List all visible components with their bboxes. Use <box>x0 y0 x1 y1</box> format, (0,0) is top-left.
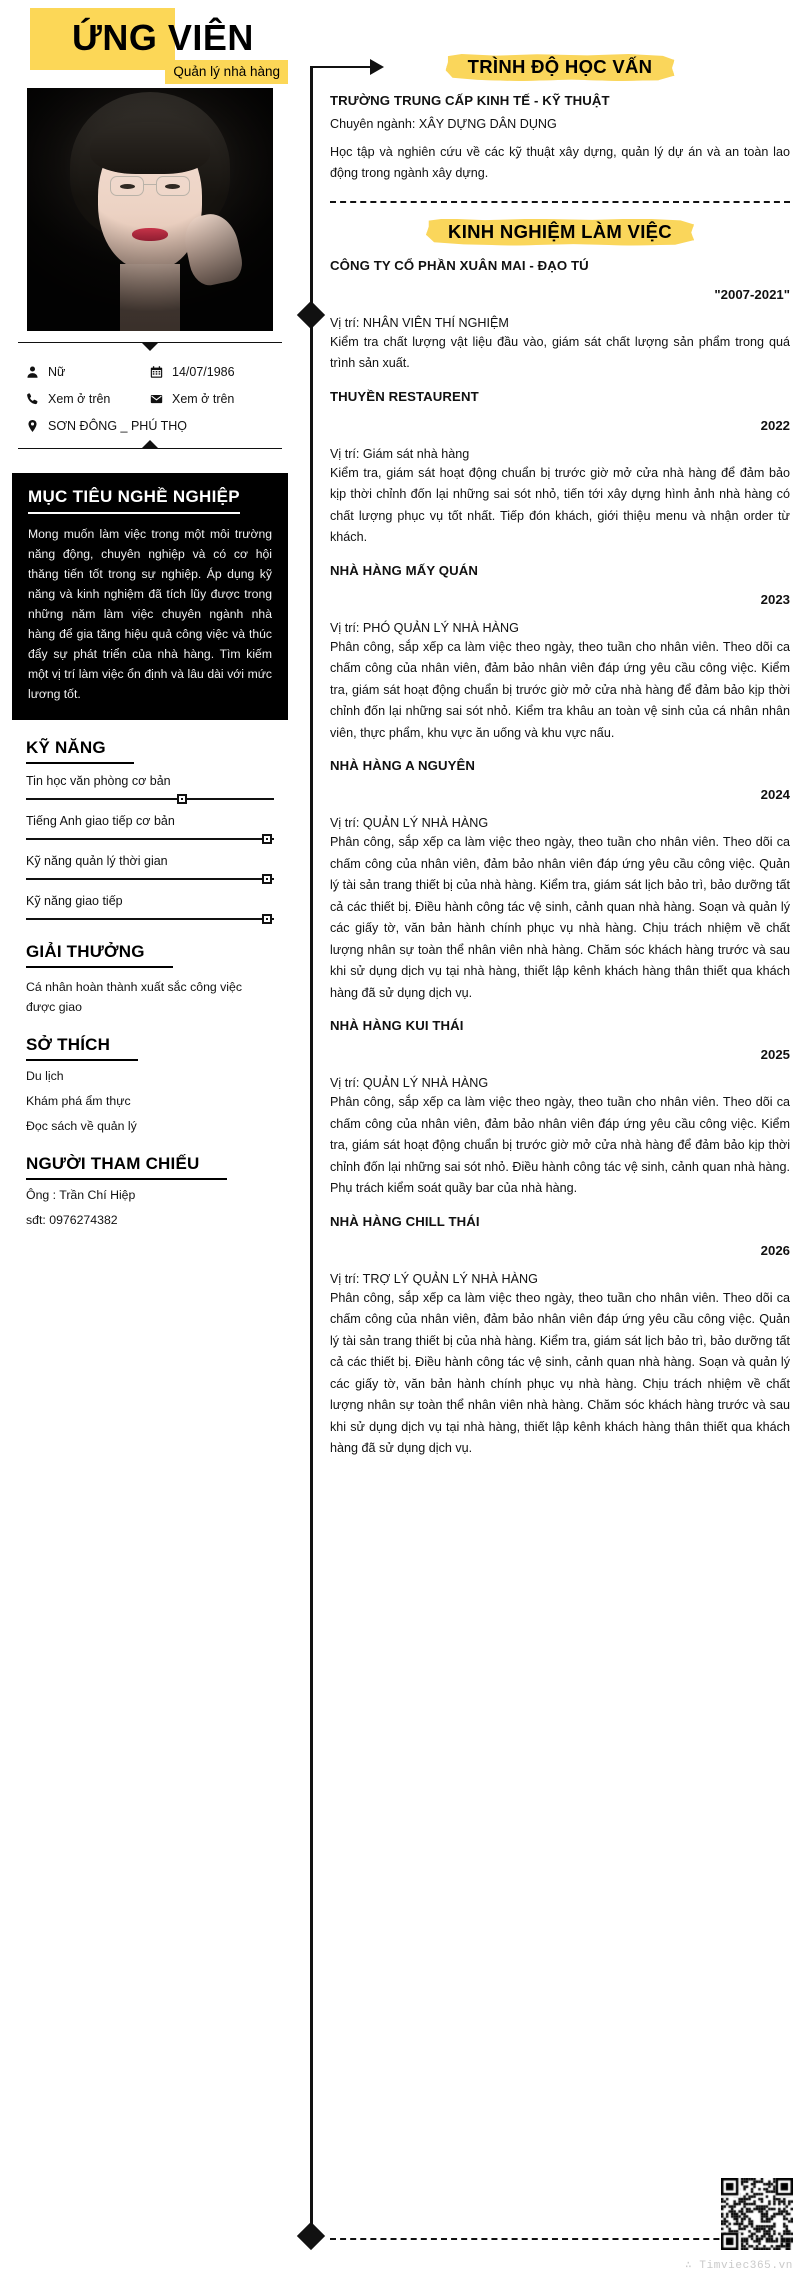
objective-text: Mong muốn làm việc trong một môi trường năng động, chuyên nghiệp và có cơ hội thăng tiến tốt trong sự nghiệp. Áp dụng kỹ năng và kinh nghiệm đã tích lũy được trong những năm làm việc chuyên ngành nhà hàng để gia tăng hiệu quả công việc và thúc đẩy sự phát triển của nhà hàng. Tìm kiếm một vị trí làm việc ổn định và lâu dài với mức lương tốt. <box>28 527 272 701</box>
skill-label: Tiếng Anh giao tiếp cơ bản <box>26 814 175 828</box>
experience-description: Phân công, sắp xếp ca làm việc theo ngày, theo tuần cho nhân viên. Theo dõi ca chấm công của nhân viên, đảm bảo nhân viên đáp ứng yêu cầu công việc. Quản lý tài sản trang thiết bị của nhà hàng. Kiểm tra, giám sát lịch bảo trì, bảo dưỡng tất cả các thiết bị. Điều hành công tác vệ sinh, cảnh quan nhà hàng. Soạn và quản lý các giấy tờ, văn bản hành chính phục vụ nhà hàng. Chịu trách nhiệm về chất lượng nhân sự toàn thể nhân viên nhà hàng. Chăm sóc khách hàng trước và sau khi sử dụng dịch vụ tại nhà hàng, thiết lập kênh khách hàng thân thiết qua khách hàng đã sử dụng dịch vụ. <box>330 1290 790 1455</box>
experience-description: Phân công, sắp xếp ca làm việc theo ngày, theo tuần cho nhân viên. Theo dõi ca chấm công của nhân viên, đảm bảo nhân viên đáp ứng yêu cầu công việc. Quản lý tài sản trang thiết bị của nhà hàng. Kiểm tra, giám sát lịch bảo trì, bảo dưỡng tất cả các thiết bị. Điều hành công tác vệ sinh, cảnh quan nhà hàng. Soạn và quản lý các giấy tờ, văn bản hành chính phục vụ nhà hàng. Chịu trách nhiệm về chất lượng nhân sự toàn thể nhân viên nhà hàng. Chăm sóc khách hàng trước và sau khi sử dụng dịch vụ tại nhà hàng, thiết lập kênh khách hàng thân thiết qua khách hàng đã sử dụng dịch vụ. <box>330 835 790 1000</box>
photo-glasses-bridge <box>144 184 156 185</box>
timeline-rail <box>310 52 313 2250</box>
experience-title-wrap <box>330 217 790 248</box>
photo-glasses-left <box>110 176 144 196</box>
objective-panel <box>12 473 288 720</box>
skill-track <box>26 918 274 920</box>
role-tag: Quản lý nhà hàng <box>165 60 288 84</box>
experience-position: Vị trí: PHÓ QUẢN LÝ NHÀ HÀNG <box>330 620 519 635</box>
reference-section <box>26 1154 274 1230</box>
info-address <box>26 419 274 433</box>
skill-label: Tin học văn phòng cơ bản <box>26 774 171 788</box>
info-gender-text: Nữ <box>48 365 66 379</box>
skill-knob[interactable] <box>177 794 187 804</box>
hobbies-title: SỞ THÍCH <box>26 1035 138 1061</box>
section-separator <box>330 201 790 203</box>
experience-org: NHÀ HÀNG KUI THÁI <box>330 1018 464 1033</box>
phone-icon <box>26 392 39 406</box>
experience-description: Phân công, sắp xếp ca làm việc theo ngày, theo tuần cho nhân viên. Theo dõi ca chấm công của nhân viên, đảm bảo nhân viên đáp ứng yêu cầu công việc. Kiểm tra, giám sát hoạt động chuẩn bị trước giờ mở cửa nhà hàng để đảm bảo kịp thời chỉnh đốn lại những sai sót nhỏ. Kiểm tra khâu an toàn vệ sinh của cá nhân nhân viên, thực phẩm, khu vực ăn uống và khu vực nấu. <box>330 639 790 740</box>
objective-title: MỤC TIÊU NGHỀ NGHIỆP <box>28 487 240 514</box>
education-section <box>330 52 790 185</box>
experience-item <box>330 758 790 1004</box>
photo-lips-shape <box>132 228 168 241</box>
experience-org: NHÀ HÀNG MẤY QUÁN <box>330 562 478 578</box>
hobbies-item: Đọc sách về quản lý <box>26 1119 137 1133</box>
experience-item <box>330 1214 790 1460</box>
timeline-line <box>310 66 313 2234</box>
skill-item <box>26 814 274 844</box>
skills-list <box>26 774 274 924</box>
experience-description: Kiểm tra chất lượng vật liệu đầu vào, giám sát chất lượng sản phẩm trong quá trình sản xuất. <box>330 334 790 370</box>
experience-position: Vị trí: TRỢ LÝ QUẢN LÝ NHÀ HÀNG <box>330 1271 538 1286</box>
experience-position: Vị trí: NHÂN VIÊN THÍ NGHIỆM <box>330 315 509 330</box>
hobbies-section <box>26 1035 274 1136</box>
photo-fringe-shape <box>90 122 210 174</box>
person-icon <box>26 365 39 379</box>
experience-position: Vị trí: Giám sát nhà hàng <box>330 446 470 461</box>
skill-slider[interactable] <box>26 874 274 884</box>
experience-section <box>330 217 790 1460</box>
profile-photo <box>27 88 273 331</box>
calendar-icon <box>150 365 163 379</box>
info-gender <box>26 365 150 379</box>
timeline-diamond-marker <box>297 301 325 329</box>
awards-section <box>26 942 274 1017</box>
skills-section <box>26 738 274 924</box>
experience-year: "2007-2021" <box>714 286 790 302</box>
skills-title: KỸ NĂNG <box>26 738 134 764</box>
location-icon <box>26 419 39 433</box>
page-title: ỨNG VIÊN <box>72 17 254 58</box>
experience-position: Vị trí: QUẢN LÝ NHÀ HÀNG <box>330 816 489 830</box>
divider-bottom <box>18 445 282 461</box>
experience-item <box>330 258 790 375</box>
skill-slider[interactable] <box>26 794 274 804</box>
info-email-text: Xem ở trên <box>172 392 235 406</box>
hobbies-item: Khám phá ẩm thực <box>26 1094 131 1108</box>
experience-year: 2022 <box>760 417 790 433</box>
skill-slider[interactable] <box>26 834 274 844</box>
info-birthdate-text: 14/07/1986 <box>172 365 235 379</box>
personal-info-grid <box>26 365 274 433</box>
info-email <box>150 392 274 406</box>
experience-item <box>330 1018 790 1200</box>
hobbies-item: Du lịch <box>26 1069 64 1083</box>
skill-knob[interactable] <box>262 834 272 844</box>
experience-list <box>330 258 790 1460</box>
experience-description: Kiểm tra, giám sát hoạt động chuẩn bị trước giờ mở cửa nhà hàng để đảm bảo kịp thời chỉnh đốn lại những sai sót nhỏ, tiến tới xây dựng hình ảnh nhà hàng có chất lượng phục vụ tốt nhất. Tiếp đón khách, giới thiệu menu và nhận order từ khách. <box>330 465 790 544</box>
photo-neck-shape <box>120 264 180 331</box>
skill-knob[interactable] <box>262 874 272 884</box>
awards-item: Cá nhân hoàn thành xuất sắc công việc được giao <box>26 980 243 1014</box>
divider-top <box>18 339 282 355</box>
triangle-down-icon <box>141 342 159 351</box>
photo-glasses-right <box>156 176 190 196</box>
experience-position: Vị trí: QUẢN LÝ NHÀ HÀNG <box>330 1076 489 1090</box>
education-major: Chuyên ngành: XÂY DỰNG DÂN DỤNG <box>330 117 557 131</box>
experience-org: THUYỀN RESTAURENT <box>330 388 479 404</box>
reference-phone: sđt: 0976274382 <box>26 1213 118 1227</box>
experience-title: KINH NGHIỆM LÀM VIỆC <box>426 217 694 248</box>
experience-year: 2026 <box>760 1242 790 1258</box>
experience-year: 2024 <box>760 787 790 802</box>
education-description: Học tập và nghiên cứu về các kỹ thuật xây dựng, quản lý dự án và an toàn lao động trong ngành xây dựng. <box>330 144 790 180</box>
reference-title: NGƯỜI THAM CHIẾU <box>26 1154 227 1180</box>
skill-item <box>26 774 274 804</box>
education-school: TRƯỜNG TRUNG CẤP KINH TẾ - KỸ THUẬT <box>330 93 610 108</box>
qr-code[interactable] <box>721 2178 793 2250</box>
awards-title: GIẢI THƯỞNG <box>26 942 173 968</box>
experience-year: 2025 <box>760 1047 790 1062</box>
info-address-text: SƠN ĐÔNG _ PHÚ THỌ <box>48 419 187 433</box>
experience-org: NHÀ HÀNG CHILL THÁI <box>330 1213 480 1229</box>
skill-label: Kỹ năng giao tiếp <box>26 894 123 908</box>
skill-knob[interactable] <box>262 914 272 924</box>
experience-item <box>330 563 790 745</box>
skill-slider[interactable] <box>26 914 274 924</box>
left-column <box>0 60 300 1230</box>
skill-item <box>26 894 274 924</box>
triangle-up-icon <box>141 440 159 449</box>
experience-org: CÔNG TY CỔ PHẦN XUÂN MAI - ĐẠO TÚ <box>330 257 589 273</box>
timeline-diamond-marker <box>297 2222 325 2250</box>
right-column <box>330 52 790 1460</box>
skill-track <box>26 838 274 840</box>
brand-watermark: ∴ Timviec365.vn <box>684 2260 793 2272</box>
experience-org: NHÀ HÀNG A NGUYÊN <box>330 758 476 773</box>
role-tag-container <box>0 60 300 84</box>
skill-label: Kỹ năng quản lý thời gian <box>26 854 168 868</box>
info-phone-text: Xem ở trên <box>48 392 111 406</box>
photo-hand-shape <box>180 209 245 288</box>
education-title-wrap <box>330 52 790 83</box>
reference-name: Ông : Trần Chí Hiệp <box>26 1188 136 1202</box>
skill-item <box>26 854 274 884</box>
skill-track <box>26 798 274 800</box>
experience-year: 2023 <box>760 591 790 607</box>
education-title: TRÌNH ĐỘ HỌC VẤN <box>446 52 675 83</box>
info-phone <box>26 392 150 406</box>
skill-track <box>26 878 274 880</box>
info-birthdate <box>150 365 274 379</box>
email-icon <box>150 392 163 406</box>
experience-item <box>330 389 790 549</box>
experience-description: Phân công, sắp xếp ca làm việc theo ngày, theo tuần cho nhân viên. Theo dõi ca chấm công của nhân viên, đảm bảo nhân viên đáp ứng yêu cầu công việc. Kiểm tra, giám sát hoạt động chuẩn bị trước giờ mở cửa nhà hàng để đảm bảo kịp thời chỉnh đốn lại những sai sót nhỏ. Điều hành công tác vệ sinh, cảnh quan nhà hàng. Phụ trách kiểm soát quầy bar của nhà hàng. <box>330 1095 790 1195</box>
